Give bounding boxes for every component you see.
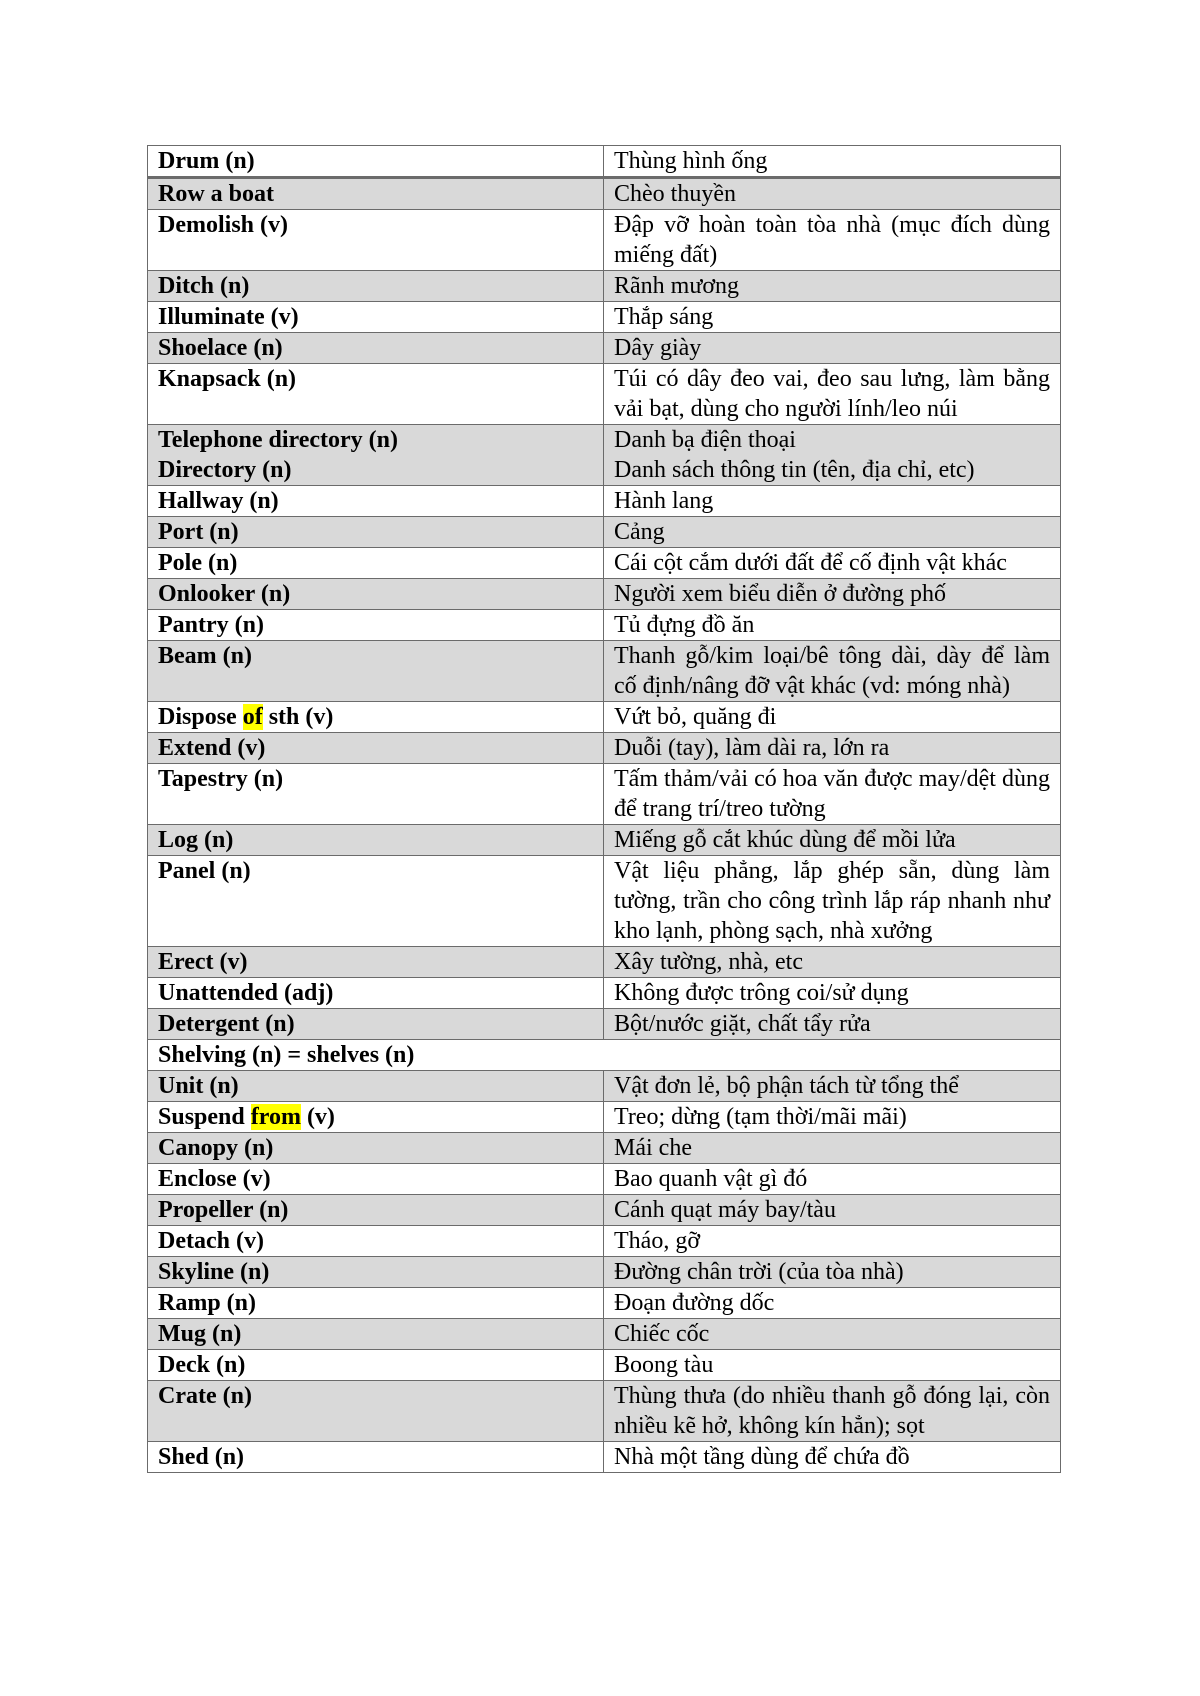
definition-cell xyxy=(604,364,1061,425)
definition-text: Chèo thuyền xyxy=(614,181,736,207)
term-text: Shoelace (n) xyxy=(158,335,283,361)
definition-text: Mái che xyxy=(614,1135,692,1161)
term-text: Mug (n) xyxy=(158,1321,242,1347)
table-row xyxy=(148,1195,1061,1226)
term-text: Ditch (n) xyxy=(158,273,250,299)
term-cell xyxy=(148,1009,604,1040)
definition-cell xyxy=(604,1009,1061,1040)
vocabulary-table-body xyxy=(148,146,1061,1473)
table-row xyxy=(148,210,1061,271)
table-row xyxy=(148,733,1061,764)
table-row xyxy=(148,302,1061,333)
definition-cell xyxy=(604,302,1061,333)
table-row xyxy=(148,1257,1061,1288)
definition-text: Cảng xyxy=(614,519,665,545)
term-text: Dispose xyxy=(158,704,243,730)
term-text: Shelving (n) = shelves (n) xyxy=(158,1042,415,1068)
definition-text: Vật liệu phẳng, lắp ghép sẵn, dùng làm tường, trần cho công trình lắp ráp nhanh như kho lạnh, phòng sạch, nhà xưởng xyxy=(614,858,1050,944)
definition-text: Tủ đựng đồ ăn xyxy=(614,612,755,638)
term-cell xyxy=(148,610,604,641)
definition-text: Bao quanh vật gì đó xyxy=(614,1166,808,1192)
table-row xyxy=(148,1102,1061,1133)
table-row xyxy=(148,1381,1061,1442)
term-text: Shed (n) xyxy=(158,1444,245,1470)
term-cell xyxy=(148,517,604,548)
term-text: Erect (v) xyxy=(158,949,248,975)
definition-cell xyxy=(604,548,1061,579)
term-text: Ramp (n) xyxy=(158,1290,257,1316)
definition-text: Tấm thảm/vải có hoa văn được may/dệt dùng để trang trí/treo tường xyxy=(614,766,1050,822)
table-row xyxy=(148,364,1061,425)
term-text: Deck (n) xyxy=(158,1352,246,1378)
table-row xyxy=(148,947,1061,978)
term-cell xyxy=(148,1133,604,1164)
definition-cell xyxy=(604,486,1061,517)
definition-text: Boong tàu xyxy=(614,1352,714,1378)
term-cell xyxy=(148,1350,604,1381)
term-text: Port (n) xyxy=(158,519,239,545)
term-cell xyxy=(148,978,604,1009)
definition-text: Thùng hình ống xyxy=(614,148,768,174)
term-text: Extend (v) xyxy=(158,735,266,761)
term-cell xyxy=(148,1442,604,1473)
definition-cell xyxy=(604,1102,1061,1133)
table-row xyxy=(148,1226,1061,1257)
definition-cell xyxy=(604,1319,1061,1350)
definition-cell xyxy=(604,178,1061,210)
term-text: Pantry (n) xyxy=(158,612,264,638)
term-text: (v) xyxy=(300,1104,335,1130)
definition-cell xyxy=(604,579,1061,610)
vocabulary-table xyxy=(147,145,1061,1473)
definition-cell xyxy=(604,146,1061,178)
table-row xyxy=(148,178,1061,210)
term-cell xyxy=(148,1257,604,1288)
definition-cell xyxy=(604,1164,1061,1195)
term-text: Crate (n) xyxy=(158,1383,252,1409)
term-cell xyxy=(148,178,604,210)
term-text: Enclose (v) xyxy=(158,1166,271,1192)
term-cell xyxy=(148,1164,604,1195)
definition-text: Túi có dây đeo vai, đeo sau lưng, làm bằng vải bạt, dùng cho người lính/leo núi xyxy=(614,366,1050,422)
term-cell xyxy=(148,1102,604,1133)
table-row xyxy=(148,425,1061,486)
definition-cell xyxy=(604,1133,1061,1164)
table-row xyxy=(148,825,1061,856)
term-text: Skyline (n) xyxy=(158,1259,270,1285)
definition-text: Treo; dừng (tạm thời/mãi mãi) xyxy=(614,1104,907,1130)
term-text: Pole (n) xyxy=(158,550,238,576)
table-row xyxy=(148,579,1061,610)
table-row xyxy=(148,146,1061,178)
term-cell xyxy=(148,579,604,610)
term-cell xyxy=(148,947,604,978)
term-text: Onlooker (n) xyxy=(158,581,291,607)
definition-cell xyxy=(604,1195,1061,1226)
definition-text: Dây giày xyxy=(614,335,702,361)
definition-text: Bột/nước giặt, chất tẩy rửa xyxy=(614,1011,871,1037)
term-text: Hallway (n) xyxy=(158,488,279,514)
definition-cell xyxy=(604,1442,1061,1473)
definition-text: Hành lang xyxy=(614,488,714,514)
table-row xyxy=(148,1133,1061,1164)
term-text: Directory (n) xyxy=(158,457,292,483)
term-cell xyxy=(148,641,604,702)
term-text: Row a boat xyxy=(158,181,275,207)
table-row xyxy=(148,1164,1061,1195)
definition-text: Tháo, gỡ xyxy=(614,1228,701,1254)
term-cell xyxy=(148,1381,604,1442)
definition-cell xyxy=(604,856,1061,947)
term-text: Panel (n) xyxy=(158,858,251,884)
definition-cell xyxy=(604,764,1061,825)
term-cell xyxy=(148,733,604,764)
definition-text: Danh bạ điện thoại xyxy=(614,427,796,453)
definition-text: Cái cột cắm dưới đất để cố định vật khác xyxy=(614,550,1007,576)
term-text: sth (v) xyxy=(262,704,334,730)
table-row xyxy=(148,333,1061,364)
definition-text: Miếng gỗ cắt khúc dùng để mồi lửa xyxy=(614,827,956,853)
term-cell xyxy=(148,302,604,333)
table-row xyxy=(148,856,1061,947)
definition-text: Danh sách thông tin (tên, địa chỉ, etc) xyxy=(614,457,975,483)
term-text: Beam (n) xyxy=(158,643,252,669)
highlighted-word: from xyxy=(250,1104,301,1130)
table-row xyxy=(148,271,1061,302)
term-cell xyxy=(148,364,604,425)
definition-cell xyxy=(604,517,1061,548)
definition-text: Thắp sáng xyxy=(614,304,714,330)
definition-cell xyxy=(604,1257,1061,1288)
definition-text: Cánh quạt máy bay/tàu xyxy=(614,1197,836,1223)
term-cell xyxy=(148,425,604,486)
definition-text: Vật đơn lẻ, bộ phận tách từ tổng thể xyxy=(614,1073,959,1099)
definition-cell xyxy=(604,978,1061,1009)
term-cell xyxy=(148,1288,604,1319)
table-row xyxy=(148,1040,1061,1071)
term-cell xyxy=(148,1226,604,1257)
definition-text: Đoạn đường dốc xyxy=(614,1290,775,1316)
term-text: Knapsack (n) xyxy=(158,366,297,392)
term-cell xyxy=(148,1071,604,1102)
definition-text: Người xem biểu diễn ở đường phố xyxy=(614,581,947,607)
term-text: Tapestry (n) xyxy=(158,766,284,792)
table-row xyxy=(148,1009,1061,1040)
term-cell xyxy=(148,1195,604,1226)
term-cell xyxy=(148,548,604,579)
definition-cell xyxy=(604,1226,1061,1257)
definition-cell xyxy=(604,733,1061,764)
term-cell xyxy=(148,764,604,825)
term-text: Telephone directory (n) xyxy=(158,427,398,453)
definition-cell xyxy=(604,1381,1061,1442)
term-cell xyxy=(148,333,604,364)
definition-text: Thanh gỗ/kim loại/bê tông dài, dày để làm cố định/nâng đỡ vật khác (vd: móng nhà) xyxy=(614,643,1050,699)
table-row xyxy=(148,1319,1061,1350)
definition-text: Duỗi (tay), làm dài ra, lớn ra xyxy=(614,735,890,761)
table-row xyxy=(148,486,1061,517)
definition-text: Không được trông coi/sử dụng xyxy=(614,980,909,1006)
term-cell xyxy=(148,856,604,947)
term-text: Log (n) xyxy=(158,827,234,853)
term-cell xyxy=(148,271,604,302)
definition-cell xyxy=(604,425,1061,486)
term-text: Illuminate (v) xyxy=(158,304,299,330)
table-row xyxy=(148,764,1061,825)
term-text: Drum (n) xyxy=(158,148,255,174)
definition-cell xyxy=(604,1071,1061,1102)
term-text: Unit (n) xyxy=(158,1073,239,1099)
table-row xyxy=(148,1071,1061,1102)
term-text: Demolish (v) xyxy=(158,212,288,238)
term-text: Canopy (n) xyxy=(158,1135,274,1161)
term-cell xyxy=(148,702,604,733)
term-cell xyxy=(148,1040,1061,1071)
term-text: Unattended (adj) xyxy=(158,980,334,1006)
definition-cell xyxy=(604,641,1061,702)
definition-text: Chiếc cốc xyxy=(614,1321,710,1347)
term-cell xyxy=(148,825,604,856)
definition-cell xyxy=(604,1288,1061,1319)
highlighted-word: of xyxy=(242,704,263,730)
table-row xyxy=(148,517,1061,548)
term-text: Suspend xyxy=(158,1104,251,1130)
definition-text: Đập vỡ hoàn toàn tòa nhà (mục đích dùng miếng đất) xyxy=(614,212,1050,268)
table-row xyxy=(148,548,1061,579)
definition-text: Xây tường, nhà, etc xyxy=(614,949,803,975)
table-row xyxy=(148,978,1061,1009)
definition-cell xyxy=(604,610,1061,641)
definition-cell xyxy=(604,825,1061,856)
table-row xyxy=(148,1350,1061,1381)
table-row xyxy=(148,641,1061,702)
definition-cell xyxy=(604,702,1061,733)
definition-cell xyxy=(604,210,1061,271)
table-row xyxy=(148,610,1061,641)
definition-text: Thùng thưa (do nhiều thanh gỗ đóng lại, còn nhiều kẽ hở, không kín hẳn); sọt xyxy=(614,1383,1050,1439)
table-row xyxy=(148,702,1061,733)
term-text: Detergent (n) xyxy=(158,1011,295,1037)
term-cell xyxy=(148,1319,604,1350)
definition-text: Đường chân trời (của tòa nhà) xyxy=(614,1259,904,1285)
term-cell xyxy=(148,486,604,517)
term-text: Detach (v) xyxy=(158,1228,264,1254)
definition-cell xyxy=(604,1350,1061,1381)
table-row xyxy=(148,1288,1061,1319)
term-cell xyxy=(148,210,604,271)
definition-cell xyxy=(604,333,1061,364)
definition-cell xyxy=(604,947,1061,978)
term-cell xyxy=(148,146,604,178)
definition-text: Vứt bỏ, quăng đi xyxy=(614,704,777,730)
definition-cell xyxy=(604,271,1061,302)
definition-text: Nhà một tầng dùng để chứa đồ xyxy=(614,1444,910,1470)
table-row xyxy=(148,1442,1061,1473)
definition-text: Rãnh mương xyxy=(614,273,740,299)
term-text: Propeller (n) xyxy=(158,1197,289,1223)
